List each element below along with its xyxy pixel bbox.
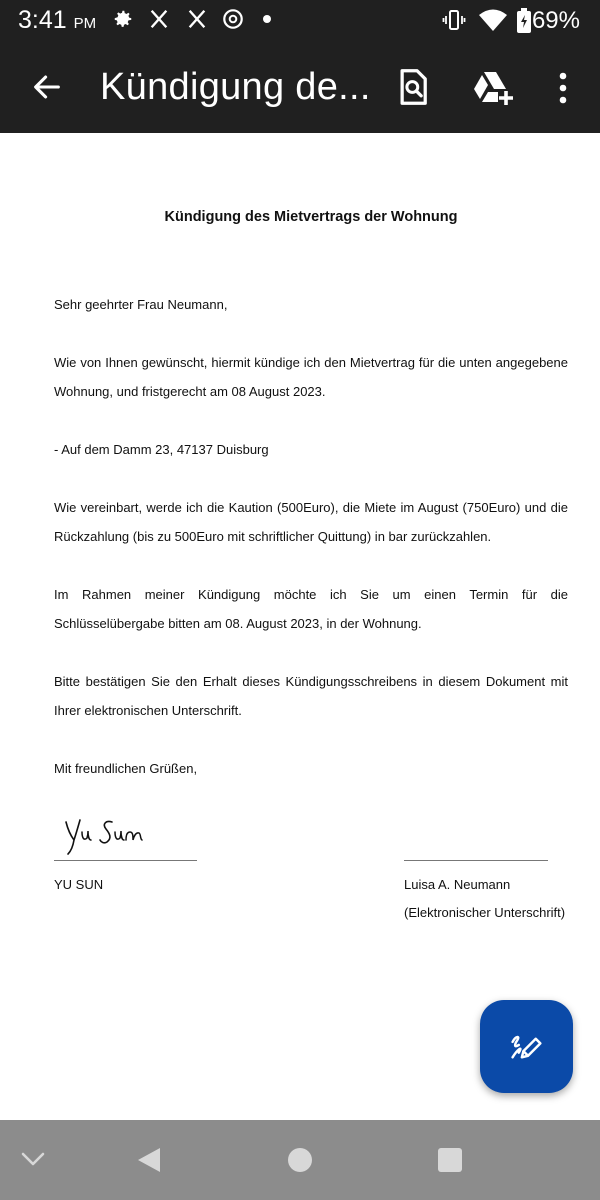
status-bar	[0, 0, 600, 44]
vibrate-icon	[442, 8, 466, 32]
status-time	[18, 6, 96, 35]
signature-line-right[interactable]	[404, 860, 548, 861]
signer-left-name: YU SUN	[54, 877, 104, 892]
x-icon	[186, 8, 208, 30]
sign-pen-icon	[508, 1028, 545, 1065]
handwritten-signature	[60, 816, 150, 856]
home-circle-icon[interactable]	[286, 1146, 314, 1174]
document-page[interactable]	[0, 133, 600, 1120]
letter-title: Kündigung des Mietvertrags der Wohnung	[164, 209, 458, 225]
back-triangle-icon[interactable]	[136, 1146, 162, 1174]
gear-icon	[112, 8, 134, 30]
chevron-down-icon[interactable]	[20, 1150, 46, 1168]
app-bar	[0, 44, 600, 133]
more-vert-icon[interactable]	[552, 70, 574, 106]
system-nav-bar	[0, 1120, 600, 1200]
address: - Auf dem Damm 23, 47137 Duisburg	[54, 442, 269, 457]
dot-icon	[262, 14, 272, 24]
signer-right-name: Luisa A. Neumann	[404, 877, 511, 892]
paragraph-2: Wie vereinbart, werde ich die Kaution (500Euro), die Miete im August (750Euro) und die Rückzahlung (bis zu 500Euro mit schriftlicher Quittung) in bar zurückzahlen.	[54, 500, 568, 544]
back-arrow-icon[interactable]	[30, 70, 64, 104]
sign-document-button[interactable]	[480, 1000, 573, 1093]
battery-icon	[516, 8, 532, 34]
document-title: Kündigung de...	[100, 66, 371, 108]
signature-line-left	[54, 860, 197, 861]
closing: Mit freundlichen Grüßen,	[54, 761, 198, 776]
x-icon	[148, 8, 170, 30]
status-time-value: 3:41	[18, 6, 67, 34]
chrome-icon	[222, 8, 244, 30]
wifi-icon	[478, 8, 508, 32]
battery-percent: 69%	[531, 7, 580, 34]
find-in-page-icon[interactable]	[396, 68, 430, 106]
paragraph-3: Im Rahmen meiner Kündigung möchte ich Sie um einen Termin für die Schlüsselübergabe bitten am 08. August 2023, in der Wohnung.	[54, 587, 568, 631]
paragraph-1: Wie von Ihnen gewünscht, hiermit kündige ich den Mietvertrag für die unten angegebene Wohnung, und fristgerecht am 08 August 2023.	[54, 355, 568, 399]
paragraph-4: Bitte bestätigen Sie den Erhalt dieses Kündigungsschreibens in diesem Dokument mit Ihrer elektronischen Unterschrift.	[54, 674, 568, 718]
drive-add-icon[interactable]	[472, 70, 514, 106]
signer-right-note: (Elektronischer Unterschrift)	[404, 905, 566, 920]
status-time-ampm: PM	[73, 15, 97, 32]
recents-square-icon[interactable]	[437, 1147, 463, 1173]
greeting: Sehr geehrter Frau Neumann,	[54, 297, 228, 312]
